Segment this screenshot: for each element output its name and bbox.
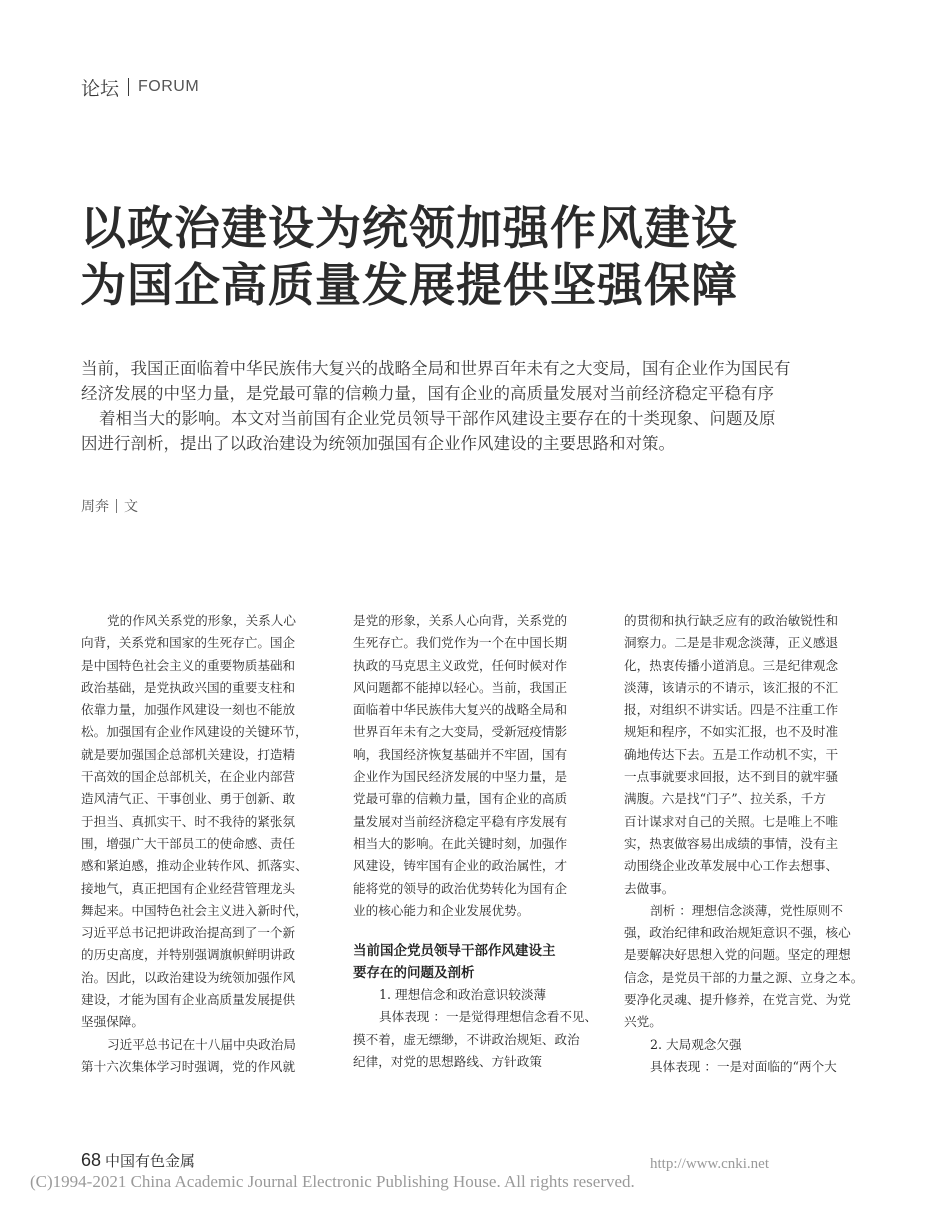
body-line: 纪律，对党的思想路线、方针政策 (353, 1054, 542, 1070)
section-name-en: FORUM (138, 78, 200, 95)
body-line: 松。加强国有企业作风建设的关键环节， (81, 724, 308, 740)
author-byline (81, 496, 138, 516)
body-line: 治。因此，以政治建设为统领加强作风 (81, 969, 296, 985)
body-line: 报，对组织不讲实话。四是不注重工作 (624, 702, 839, 718)
section-name-cn: 论坛 (81, 77, 120, 100)
byline-divider (116, 499, 117, 513)
body-line: 具体表现 ：一是觉得理想信念看不见、 (379, 1009, 598, 1025)
body-column-3 (624, 610, 874, 1078)
body-line: 业的核心能力和企业发展优势。 (353, 902, 530, 918)
abstract-line: 经济发展的中坚力量，是党最可靠的信赖力量，国有企业的高质量发展对当前经济稳定平稳有序 (81, 384, 774, 403)
body-line: 剖析 ：理想信念淡薄，党性原则不 (650, 902, 843, 918)
title-line: 以政治建设为统领加强作风建设 (80, 201, 738, 255)
body-line: 向背，关系党和国家的生死存亡。国企 (81, 635, 296, 651)
body-line: 接地气，真正把国有企业经营管理龙头 (81, 880, 296, 896)
body-line: 依靠力量，加强作风建设一刻也不能放 (81, 702, 296, 718)
body-line: 围，增强广大干部员工的使命感、责任 (81, 835, 296, 851)
body-line: 执政的马克思主义政党，任何时候对作 (353, 657, 568, 673)
article-abstract (81, 356, 881, 456)
body-line: 是中国特色社会主义的重要物质基础和 (81, 657, 296, 673)
body-line: 于担当、真抓实干、时不我待的紧张氛 (81, 813, 296, 829)
body-line: 信念，是党员干部的力量之源、立身之本。 (624, 969, 864, 985)
abstract-line: 因进行剖析，提出了以政治建设为统领加强国有企业作风建设的主要思路和对策。 (81, 434, 675, 453)
body-line: 相当大的影响。在此关键时刻，加强作 (353, 835, 568, 851)
section-heading: 当前国企党员领导干部作风建设主 (353, 943, 556, 960)
body-line: 具体表现 ：一是对面临的“两个大 (650, 1058, 837, 1074)
body-line: 动围绕企业改革发展中心工作去想事、 (624, 858, 839, 874)
section-divider (128, 78, 129, 96)
page-footer (81, 1150, 195, 1171)
body-line: 党的作风关系党的形象，关系人心 (107, 613, 296, 628)
watermark-url: http://www.cnki.net (650, 1156, 770, 1172)
body-line: 摸不着，虚无缥缈，不讲政治规矩、政治 (353, 1031, 580, 1047)
body-line: 量发展对当前经济稳定平稳有序发展有 (353, 813, 568, 829)
body-line: 世界百年未有之大变局，受新冠疫情影 (353, 724, 568, 740)
body-line: 响，我国经济恢复基础并不牢固，国有 (353, 746, 568, 762)
copyright-notice: (C)1994-2021 China Academic Journal Electronic Publishing House. All rights reserved. (30, 1172, 635, 1191)
page-number: 68 (81, 1150, 102, 1170)
body-line: 生死存亡。我们党作为一个在中国长期 (353, 635, 568, 651)
journal-name: 中国有色金属 (105, 1152, 196, 1170)
author-name: 周奔 (81, 499, 109, 515)
body-line: 舞起来。中国特色社会主义进入新时代， (81, 902, 308, 918)
abstract-line: 着相当大的影响。本文对当前国有企业党员领导干部作风建设主要存在的十类现象、问题及原 (99, 409, 776, 428)
body-line: 化，热衷传播小道消息。三是纪律观念 (624, 657, 839, 673)
body-line: 政治基础，是党执政兴国的重要支柱和 (81, 679, 296, 695)
body-line: 干高效的国企总部机关，在企业内部营 (81, 769, 296, 785)
body-line: 的贯彻和执行缺乏应有的政治敏锐性和 (624, 613, 839, 628)
body-line: 能将党的领导的政治优势转化为国有企 (353, 880, 568, 896)
body-line: 是党的形象，关系人心向背，关系党的 (353, 613, 568, 628)
body-line: 面临着中华民族伟大复兴的战略全局和 (353, 702, 568, 718)
body-line: 一点事就要求回报，达不到目的就牢骚 (624, 769, 839, 785)
body-line: 淡薄，该请示的不请示，该汇报的不汇 (624, 679, 839, 695)
body-line: 的历史高度，并特别强调旗帜鲜明讲政 (81, 947, 296, 963)
body-line: 风问题都不能掉以轻心。当前，我国正 (353, 679, 568, 695)
body-line: 企业作为国民经济发展的中坚力量，是 (353, 769, 568, 785)
body-column-2 (353, 610, 603, 1073)
body-line: 确地传达下去。五是工作动机不实，干 (624, 746, 839, 762)
body-line: 习近平总书记在十八届中央政治局 (107, 1036, 296, 1052)
body-line: 去做事。 (624, 880, 675, 896)
body-line: 就是要加强国企总部机关建设，打造精 (81, 746, 296, 762)
body-column-1 (81, 610, 331, 1078)
body-line: 造风清气正、干事创业、勇于创新、敢 (81, 791, 296, 807)
body-line: 满腹。六是找“门子”、拉关系，千方 (624, 791, 826, 807)
body-line: 建设，才能为国有企业高质量发展提供 (81, 992, 296, 1008)
section-heading: 要存在的问题及剖析 (353, 965, 475, 982)
subheading: 2. 大局观念欠强 (650, 1036, 742, 1052)
body-line: 强，政治纪律和政治规矩意识不强，核心 (624, 925, 851, 941)
section-tag (81, 74, 199, 100)
body-line: 感和紧迫感，推动企业转作风、抓落实、 (81, 858, 308, 874)
body-line: 规矩和程序，不如实汇报，也不及时准 (624, 724, 839, 740)
body-line: 习近平总书记把讲政治提高到了一个新 (81, 925, 296, 941)
body-line: 要净化灵魂、提升修养，在党言党、为党 (624, 992, 851, 1008)
title-line: 为国企高质量发展提供坚强保障 (80, 258, 738, 312)
body-line: 第十六次集体学习时强调，党的作风就 (81, 1058, 296, 1074)
subheading: 1. 理想信念和政治意识较淡薄 (379, 987, 547, 1003)
author-role: 文 (124, 499, 138, 515)
body-line: 兴党。 (624, 1014, 662, 1030)
body-line: 坚强保障。 (81, 1014, 144, 1030)
abstract-line: 当前，我国正面临着中华民族伟大复兴的战略全局和世界百年未有之大变局，国有企业作为国民有 (81, 359, 791, 378)
body-line: 实，热衷做容易出成绩的事情，没有主 (624, 835, 839, 851)
body-line: 党最可靠的信赖力量，国有企业的高质 (353, 791, 568, 807)
section-gap (353, 922, 603, 940)
body-line: 风建设，铸牢国有企业的政治属性，才 (353, 858, 568, 874)
body-line: 洞察力。二是是非观念淡薄，正义感退 (624, 635, 839, 651)
body-line: 百计谋求对自己的关照。七是唯上不唯 (624, 813, 839, 829)
article-title (80, 200, 880, 314)
body-line: 是要解决好思想入党的问题。坚定的理想 (624, 947, 851, 963)
